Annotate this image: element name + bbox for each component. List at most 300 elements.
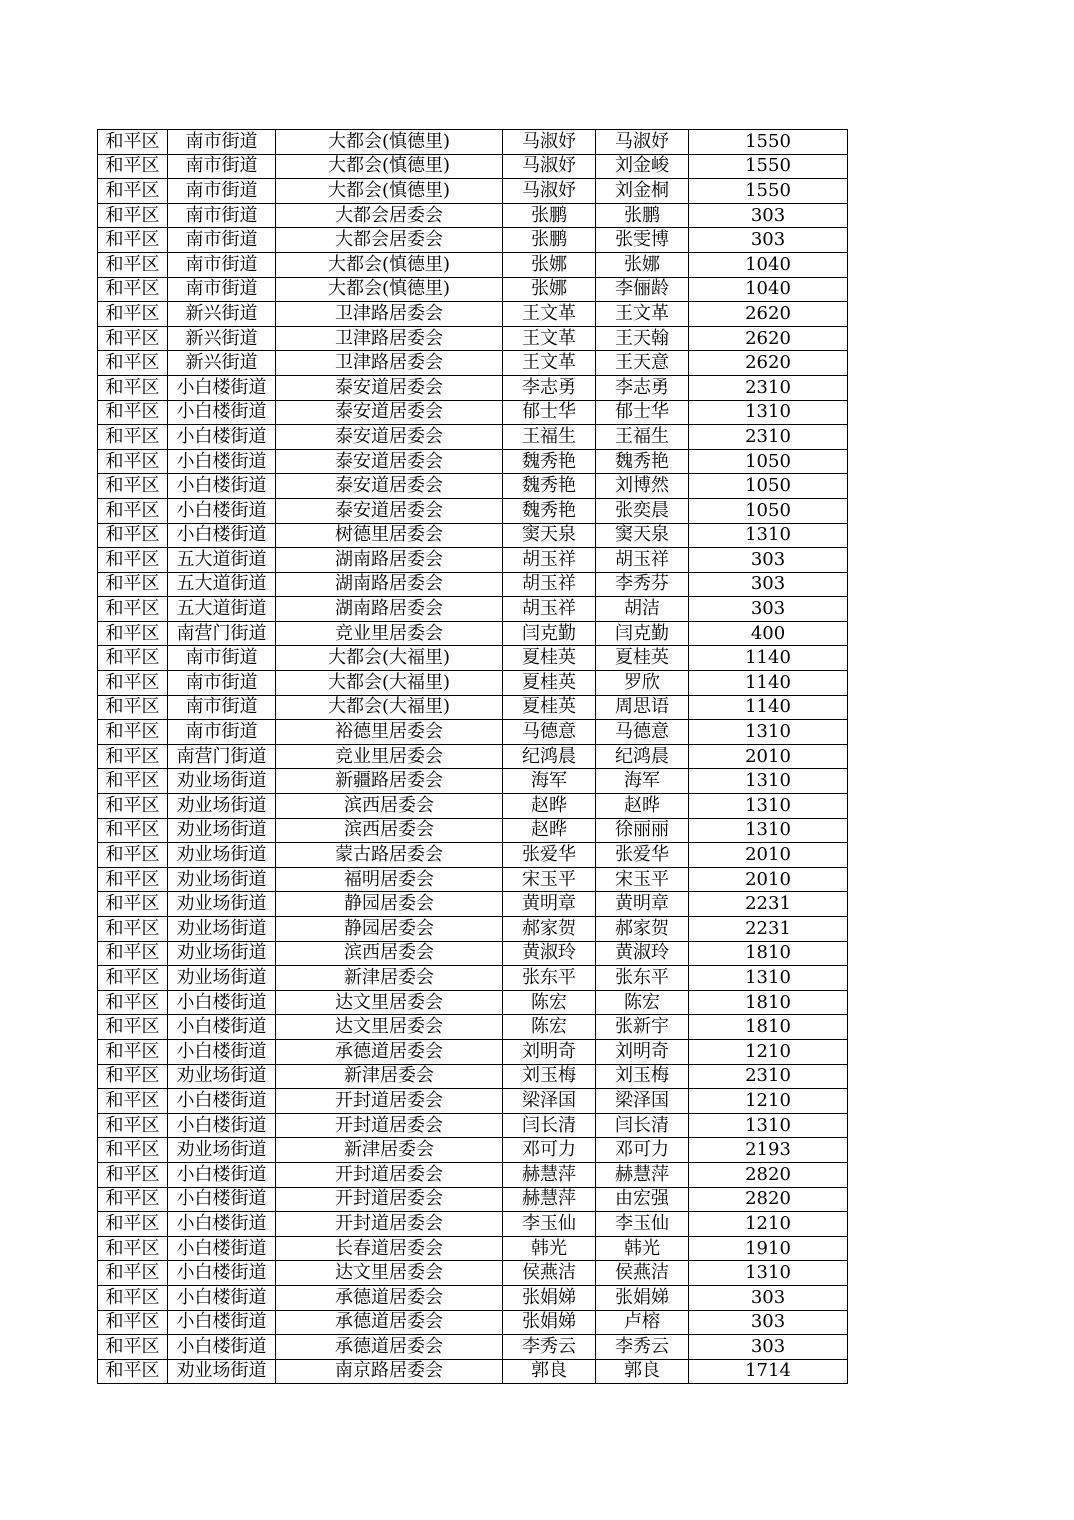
table-row <box>98 375 848 400</box>
table-row <box>98 302 848 327</box>
amount-cell: 2010 <box>689 744 848 769</box>
district-cell: 和平区 <box>98 1015 168 1040</box>
applicant-cell: 闫克勤 <box>503 621 596 646</box>
applicant-cell: 窦天泉 <box>503 523 596 548</box>
member-cell: 邓可力 <box>596 1138 689 1163</box>
committee-cell: 开封道居委会 <box>276 1187 503 1212</box>
table-row <box>98 794 848 819</box>
district-cell: 和平区 <box>98 917 168 942</box>
district-cell: 和平区 <box>98 1187 168 1212</box>
amount-cell: 400 <box>689 621 848 646</box>
committee-cell: 承德道居委会 <box>276 1039 503 1064</box>
applicant-cell: 郝家贺 <box>503 917 596 942</box>
member-cell: 张新宇 <box>596 1015 689 1040</box>
applicant-cell: 陈宏 <box>503 1015 596 1040</box>
table-row <box>98 203 848 228</box>
applicant-cell: 纪鸿晨 <box>503 744 596 769</box>
member-cell: 赵晔 <box>596 794 689 819</box>
amount-cell: 2010 <box>689 867 848 892</box>
amount-cell: 303 <box>689 572 848 597</box>
table-row <box>98 1310 848 1335</box>
applicant-cell: 李志勇 <box>503 375 596 400</box>
applicant-cell: 马淑妤 <box>503 154 596 179</box>
applicant-cell: 张娜 <box>503 252 596 277</box>
member-cell: 王福生 <box>596 425 689 450</box>
table-row <box>98 572 848 597</box>
amount-cell: 2310 <box>689 1064 848 1089</box>
committee-cell: 泰安道居委会 <box>276 375 503 400</box>
committee-cell: 静园居委会 <box>276 917 503 942</box>
applicant-cell: 王文革 <box>503 326 596 351</box>
applicant-cell: 赵晔 <box>503 794 596 819</box>
amount-cell: 1050 <box>689 474 848 499</box>
table-row <box>98 130 848 155</box>
street-cell: 小白楼街道 <box>168 1015 276 1040</box>
table-row <box>98 769 848 794</box>
district-cell: 和平区 <box>98 744 168 769</box>
committee-cell: 新津居委会 <box>276 1064 503 1089</box>
street-cell: 劝业场街道 <box>168 1359 276 1384</box>
member-cell: 夏桂英 <box>596 646 689 671</box>
table-row <box>98 474 848 499</box>
amount-cell: 1040 <box>689 252 848 277</box>
member-cell: 王天翰 <box>596 326 689 351</box>
street-cell: 小白楼街道 <box>168 523 276 548</box>
amount-cell: 2820 <box>689 1162 848 1187</box>
committee-cell: 卫津路居委会 <box>276 351 503 376</box>
member-cell: 马淑妤 <box>596 130 689 155</box>
amount-cell: 1210 <box>689 1089 848 1114</box>
member-cell: 张雯博 <box>596 228 689 253</box>
amount-cell: 303 <box>689 1310 848 1335</box>
member-cell: 胡洁 <box>596 597 689 622</box>
member-cell: 张鹏 <box>596 203 689 228</box>
table-body <box>98 130 848 1384</box>
applicant-cell: 邓可力 <box>503 1138 596 1163</box>
member-cell: 马德意 <box>596 720 689 745</box>
applicant-cell: 赫慧萍 <box>503 1162 596 1187</box>
district-cell: 和平区 <box>98 572 168 597</box>
amount-cell: 303 <box>689 1335 848 1360</box>
committee-cell: 滨西居委会 <box>276 818 503 843</box>
district-cell: 和平区 <box>98 695 168 720</box>
member-cell: 王天意 <box>596 351 689 376</box>
street-cell: 小白楼街道 <box>168 1162 276 1187</box>
street-cell: 小白楼街道 <box>168 1261 276 1286</box>
committee-cell: 裕德里居委会 <box>276 720 503 745</box>
applicant-cell: 夏桂英 <box>503 695 596 720</box>
applicant-cell: 张鹏 <box>503 203 596 228</box>
amount-cell: 303 <box>689 228 848 253</box>
committee-cell: 福明居委会 <box>276 867 503 892</box>
district-cell: 和平区 <box>98 1335 168 1360</box>
applicant-cell: 刘玉梅 <box>503 1064 596 1089</box>
member-cell: 卢榕 <box>596 1310 689 1335</box>
district-cell: 和平区 <box>98 769 168 794</box>
district-cell: 和平区 <box>98 1310 168 1335</box>
committee-cell: 新疆路居委会 <box>276 769 503 794</box>
street-cell: 劝业场街道 <box>168 794 276 819</box>
district-cell: 和平区 <box>98 818 168 843</box>
applicant-cell: 王福生 <box>503 425 596 450</box>
district-cell: 和平区 <box>98 154 168 179</box>
street-cell: 劝业场街道 <box>168 867 276 892</box>
applicant-cell: 王文革 <box>503 302 596 327</box>
district-cell: 和平区 <box>98 1212 168 1237</box>
table-row <box>98 966 848 991</box>
street-cell: 劝业场街道 <box>168 941 276 966</box>
committee-cell: 大都会(大福里) <box>276 695 503 720</box>
table-row <box>98 1212 848 1237</box>
district-cell: 和平区 <box>98 990 168 1015</box>
table-row <box>98 523 848 548</box>
applicant-cell: 张娜 <box>503 277 596 302</box>
amount-cell: 2010 <box>689 843 848 868</box>
amount-cell: 1140 <box>689 646 848 671</box>
applicant-cell: 梁泽国 <box>503 1089 596 1114</box>
street-cell: 南营门街道 <box>168 744 276 769</box>
table-row <box>98 744 848 769</box>
applicant-cell: 黄淑玲 <box>503 941 596 966</box>
applicant-cell: 闫长清 <box>503 1113 596 1138</box>
subsidy-table <box>97 129 848 1384</box>
committee-cell: 大都会(大福里) <box>276 671 503 696</box>
committee-cell: 大都会(大福里) <box>276 646 503 671</box>
table-row <box>98 621 848 646</box>
committee-cell: 泰安道居委会 <box>276 449 503 474</box>
amount-cell: 1140 <box>689 671 848 696</box>
street-cell: 南市街道 <box>168 203 276 228</box>
committee-cell: 达文里居委会 <box>276 990 503 1015</box>
district-cell: 和平区 <box>98 1261 168 1286</box>
member-cell: 陈宏 <box>596 990 689 1015</box>
street-cell: 南市街道 <box>168 720 276 745</box>
member-cell: 胡玉祥 <box>596 548 689 573</box>
table-row <box>98 990 848 1015</box>
applicant-cell: 郭良 <box>503 1359 596 1384</box>
table-row <box>98 941 848 966</box>
committee-cell: 卫津路居委会 <box>276 326 503 351</box>
applicant-cell: 陈宏 <box>503 990 596 1015</box>
district-cell: 和平区 <box>98 621 168 646</box>
table-row <box>98 1236 848 1261</box>
committee-cell: 新津居委会 <box>276 1138 503 1163</box>
committee-cell: 静园居委会 <box>276 892 503 917</box>
member-cell: 郁士华 <box>596 400 689 425</box>
member-cell: 纪鸿晨 <box>596 744 689 769</box>
district-cell: 和平区 <box>98 671 168 696</box>
applicant-cell: 李玉仙 <box>503 1212 596 1237</box>
amount-cell: 1050 <box>689 498 848 523</box>
district-cell: 和平区 <box>98 1359 168 1384</box>
table-row <box>98 277 848 302</box>
street-cell: 南市街道 <box>168 179 276 204</box>
applicant-cell: 黄明章 <box>503 892 596 917</box>
applicant-cell: 海军 <box>503 769 596 794</box>
street-cell: 劝业场街道 <box>168 1064 276 1089</box>
member-cell: 张娜 <box>596 252 689 277</box>
amount-cell: 1810 <box>689 990 848 1015</box>
street-cell: 新兴街道 <box>168 326 276 351</box>
district-cell: 和平区 <box>98 1039 168 1064</box>
applicant-cell: 张鹏 <box>503 228 596 253</box>
table-row <box>98 597 848 622</box>
committee-cell: 泰安道居委会 <box>276 474 503 499</box>
table-row <box>98 252 848 277</box>
street-cell: 劝业场街道 <box>168 966 276 991</box>
table-row <box>98 400 848 425</box>
amount-cell: 2310 <box>689 425 848 450</box>
member-cell: 刘玉梅 <box>596 1064 689 1089</box>
amount-cell: 1310 <box>689 523 848 548</box>
street-cell: 小白楼街道 <box>168 400 276 425</box>
street-cell: 小白楼街道 <box>168 1236 276 1261</box>
member-cell: 李秀云 <box>596 1335 689 1360</box>
amount-cell: 1050 <box>689 449 848 474</box>
table-row <box>98 1113 848 1138</box>
district-cell: 和平区 <box>98 498 168 523</box>
amount-cell: 1550 <box>689 130 848 155</box>
applicant-cell: 马淑妤 <box>503 179 596 204</box>
applicant-cell: 夏桂英 <box>503 646 596 671</box>
committee-cell: 大都会(慎德里) <box>276 252 503 277</box>
applicant-cell: 魏秀艳 <box>503 474 596 499</box>
member-cell: 张东平 <box>596 966 689 991</box>
committee-cell: 湖南路居委会 <box>276 597 503 622</box>
member-cell: 赫慧萍 <box>596 1162 689 1187</box>
committee-cell: 泰安道居委会 <box>276 400 503 425</box>
member-cell: 罗欣 <box>596 671 689 696</box>
table-row <box>98 1138 848 1163</box>
member-cell: 刘金峻 <box>596 154 689 179</box>
committee-cell: 滨西居委会 <box>276 941 503 966</box>
street-cell: 南市街道 <box>168 277 276 302</box>
district-cell: 和平区 <box>98 867 168 892</box>
table-row <box>98 720 848 745</box>
applicant-cell: 张娟娣 <box>503 1310 596 1335</box>
street-cell: 五大道街道 <box>168 597 276 622</box>
member-cell: 魏秀艳 <box>596 449 689 474</box>
street-cell: 劝业场街道 <box>168 818 276 843</box>
committee-cell: 开封道居委会 <box>276 1162 503 1187</box>
street-cell: 南市街道 <box>168 671 276 696</box>
street-cell: 小白楼街道 <box>168 1335 276 1360</box>
applicant-cell: 胡玉祥 <box>503 548 596 573</box>
district-cell: 和平区 <box>98 179 168 204</box>
street-cell: 南市街道 <box>168 695 276 720</box>
amount-cell: 303 <box>689 1285 848 1310</box>
table-row <box>98 1089 848 1114</box>
street-cell: 劝业场街道 <box>168 917 276 942</box>
amount-cell: 2231 <box>689 917 848 942</box>
applicant-cell: 魏秀艳 <box>503 449 596 474</box>
district-cell: 和平区 <box>98 720 168 745</box>
applicant-cell: 刘明奇 <box>503 1039 596 1064</box>
amount-cell: 1310 <box>689 1113 848 1138</box>
committee-cell: 大都会(慎德里) <box>276 179 503 204</box>
district-cell: 和平区 <box>98 966 168 991</box>
applicant-cell: 侯燕洁 <box>503 1261 596 1286</box>
amount-cell: 1310 <box>689 400 848 425</box>
committee-cell: 滨西居委会 <box>276 794 503 819</box>
applicant-cell: 王文革 <box>503 351 596 376</box>
district-cell: 和平区 <box>98 597 168 622</box>
committee-cell: 新津居委会 <box>276 966 503 991</box>
member-cell: 刘金桐 <box>596 179 689 204</box>
table-row <box>98 892 848 917</box>
amount-cell: 1810 <box>689 1015 848 1040</box>
applicant-cell: 赫慧萍 <box>503 1187 596 1212</box>
district-cell: 和平区 <box>98 1162 168 1187</box>
member-cell: 韩光 <box>596 1236 689 1261</box>
district-cell: 和平区 <box>98 523 168 548</box>
committee-cell: 大都会(慎德里) <box>276 154 503 179</box>
amount-cell: 2620 <box>689 351 848 376</box>
amount-cell: 2620 <box>689 326 848 351</box>
street-cell: 小白楼街道 <box>168 425 276 450</box>
amount-cell: 2193 <box>689 1138 848 1163</box>
committee-cell: 承德道居委会 <box>276 1310 503 1335</box>
table-row <box>98 1064 848 1089</box>
member-cell: 张奕晨 <box>596 498 689 523</box>
street-cell: 南营门街道 <box>168 621 276 646</box>
committee-cell: 南京路居委会 <box>276 1359 503 1384</box>
table-row <box>98 671 848 696</box>
district-cell: 和平区 <box>98 302 168 327</box>
street-cell: 小白楼街道 <box>168 1285 276 1310</box>
table-row <box>98 351 848 376</box>
amount-cell: 2310 <box>689 375 848 400</box>
table-row <box>98 154 848 179</box>
applicant-cell: 马德意 <box>503 720 596 745</box>
applicant-cell: 张爱华 <box>503 843 596 868</box>
district-cell: 和平区 <box>98 400 168 425</box>
street-cell: 南市街道 <box>168 646 276 671</box>
table-row <box>98 867 848 892</box>
committee-cell: 开封道居委会 <box>276 1113 503 1138</box>
applicant-cell: 韩光 <box>503 1236 596 1261</box>
amount-cell: 1310 <box>689 769 848 794</box>
member-cell: 李志勇 <box>596 375 689 400</box>
applicant-cell: 胡玉祥 <box>503 597 596 622</box>
district-cell: 和平区 <box>98 843 168 868</box>
table-row <box>98 1261 848 1286</box>
district-cell: 和平区 <box>98 646 168 671</box>
applicant-cell: 赵晔 <box>503 818 596 843</box>
applicant-cell: 胡玉祥 <box>503 572 596 597</box>
street-cell: 劝业场街道 <box>168 1138 276 1163</box>
amount-cell: 1210 <box>689 1212 848 1237</box>
applicant-cell: 郁士华 <box>503 400 596 425</box>
street-cell: 小白楼街道 <box>168 1089 276 1114</box>
applicant-cell: 魏秀艳 <box>503 498 596 523</box>
committee-cell: 达文里居委会 <box>276 1261 503 1286</box>
member-cell: 李俪龄 <box>596 277 689 302</box>
table-row <box>98 548 848 573</box>
table-row <box>98 228 848 253</box>
amount-cell: 1040 <box>689 277 848 302</box>
street-cell: 新兴街道 <box>168 351 276 376</box>
street-cell: 小白楼街道 <box>168 1113 276 1138</box>
table-row <box>98 1359 848 1384</box>
applicant-cell: 张娟娣 <box>503 1285 596 1310</box>
street-cell: 南市街道 <box>168 154 276 179</box>
amount-cell: 2231 <box>689 892 848 917</box>
committee-cell: 湖南路居委会 <box>276 572 503 597</box>
table-row <box>98 1039 848 1064</box>
member-cell: 张娟娣 <box>596 1285 689 1310</box>
committee-cell: 开封道居委会 <box>276 1212 503 1237</box>
applicant-cell: 张东平 <box>503 966 596 991</box>
district-cell: 和平区 <box>98 474 168 499</box>
table-row <box>98 498 848 523</box>
street-cell: 小白楼街道 <box>168 449 276 474</box>
committee-cell: 开封道居委会 <box>276 1089 503 1114</box>
street-cell: 小白楼街道 <box>168 1310 276 1335</box>
member-cell: 李玉仙 <box>596 1212 689 1237</box>
amount-cell: 2820 <box>689 1187 848 1212</box>
street-cell: 小白楼街道 <box>168 474 276 499</box>
member-cell: 刘博然 <box>596 474 689 499</box>
committee-cell: 蒙古路居委会 <box>276 843 503 868</box>
street-cell: 新兴街道 <box>168 302 276 327</box>
table-row <box>98 646 848 671</box>
district-cell: 和平区 <box>98 1285 168 1310</box>
table-row <box>98 1162 848 1187</box>
amount-cell: 2620 <box>689 302 848 327</box>
committee-cell: 泰安道居委会 <box>276 425 503 450</box>
member-cell: 王文革 <box>596 302 689 327</box>
committee-cell: 大都会居委会 <box>276 228 503 253</box>
member-cell: 李秀芬 <box>596 572 689 597</box>
member-cell: 窦天泉 <box>596 523 689 548</box>
amount-cell: 1310 <box>689 794 848 819</box>
amount-cell: 1210 <box>689 1039 848 1064</box>
amount-cell: 1810 <box>689 941 848 966</box>
amount-cell: 1910 <box>689 1236 848 1261</box>
district-cell: 和平区 <box>98 794 168 819</box>
member-cell: 周思语 <box>596 695 689 720</box>
committee-cell: 竞业里居委会 <box>276 744 503 769</box>
amount-cell: 1310 <box>689 1261 848 1286</box>
table-row <box>98 326 848 351</box>
member-cell: 侯燕洁 <box>596 1261 689 1286</box>
table-row <box>98 917 848 942</box>
street-cell: 小白楼街道 <box>168 1039 276 1064</box>
district-cell: 和平区 <box>98 548 168 573</box>
street-cell: 南市街道 <box>168 228 276 253</box>
street-cell: 小白楼街道 <box>168 1212 276 1237</box>
amount-cell: 1550 <box>689 154 848 179</box>
amount-cell: 303 <box>689 597 848 622</box>
district-cell: 和平区 <box>98 351 168 376</box>
committee-cell: 长春道居委会 <box>276 1236 503 1261</box>
member-cell: 郝家贺 <box>596 917 689 942</box>
amount-cell: 303 <box>689 203 848 228</box>
street-cell: 劝业场街道 <box>168 769 276 794</box>
table-row <box>98 1285 848 1310</box>
district-cell: 和平区 <box>98 1138 168 1163</box>
member-cell: 海军 <box>596 769 689 794</box>
applicant-cell: 马淑妤 <box>503 130 596 155</box>
street-cell: 南市街道 <box>168 252 276 277</box>
amount-cell: 1310 <box>689 966 848 991</box>
member-cell: 由宏强 <box>596 1187 689 1212</box>
member-cell: 黄明章 <box>596 892 689 917</box>
street-cell: 小白楼街道 <box>168 498 276 523</box>
street-cell: 劝业场街道 <box>168 843 276 868</box>
district-cell: 和平区 <box>98 1113 168 1138</box>
